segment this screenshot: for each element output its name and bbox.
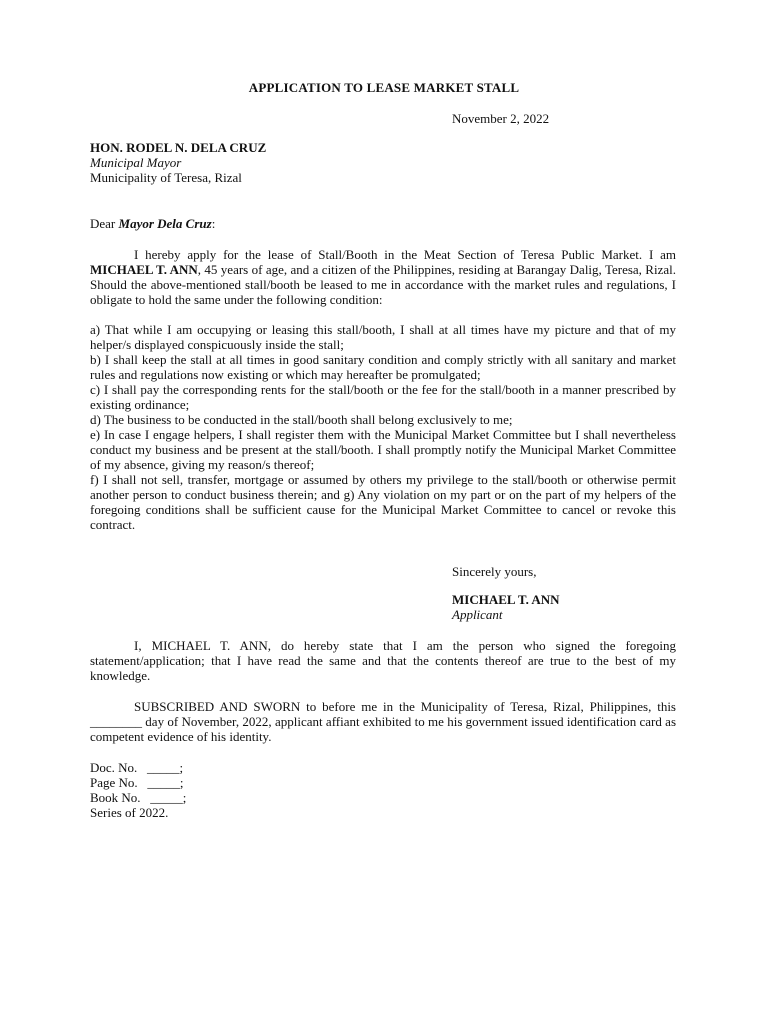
condition-item: b) I shall keep the stall at all times in good sanitary condition and comply strictly with all sanitary and market rules and regulations now existing or which may hereafter be promulgated;	[90, 352, 676, 382]
conditions-list	[90, 322, 676, 532]
statement-paragraph: I, MICHAEL T. ANN, do hereby state that I am the person who signed the foregoing statement/application; that I have read the same and that the contents thereof are true to the best of my knowledge.	[90, 638, 676, 683]
closing-line: Sincerely yours,	[452, 564, 537, 579]
notarial-doc-no: Doc. No. _____;	[90, 760, 184, 775]
addressee-position: Municipal Mayor	[90, 155, 182, 170]
signatory-name: MICHAEL T. ANN	[452, 592, 560, 607]
addressee-block	[90, 140, 266, 185]
signature-block	[452, 592, 560, 622]
condition-item: a) That while I am occupying or leasing this stall/booth, I shall at all times have my picture and that of my helper/s displayed conspicuously inside the stall;	[90, 322, 676, 352]
notarial-series: Series of 2022.	[90, 805, 169, 820]
condition-item: d) The business to be conducted in the stall/booth shall belong exclusively to me;	[90, 412, 513, 427]
intro-part2: , 45 years of age, and a citizen of the Philippines, residing at Barangay Dalig, Teresa, Rizal. Should the above-mentioned stall/booth be leased to me in accordance with the market rules and regulations, I obligate to hold the same under the following condition:	[90, 262, 676, 307]
notarial-book-no: Book No. _____;	[90, 790, 187, 805]
signatory-role: Applicant	[452, 607, 503, 622]
condition-item: e) In case I engage helpers, I shall register them with the Municipal Market Committee but I shall nevertheless conduct my business and be present at the stall/booth. I shall promptly notify the Municipal Market Committee of my absence, giving my reason/s thereof;	[90, 427, 676, 472]
salutation	[90, 216, 215, 231]
notarial-details	[90, 760, 186, 820]
jurat-paragraph: SUBSCRIBED AND SWORN to before me in the Municipality of Teresa, Rizal, Philippines, this ________ day of November, 2022, applicant affiant exhibited to me his government issued identification card as competent evidence of his identity.	[90, 699, 676, 744]
salutation-suffix: :	[211, 216, 216, 231]
notarial-page-no: Page No. _____;	[90, 775, 184, 790]
condition-item: c) I shall pay the corresponding rents for the stall/booth or the fee for the stall/booth in a manner prescribed by existing ordinance;	[90, 382, 676, 412]
intro-applicant-name: MICHAEL T. ANN	[90, 262, 198, 277]
document-title: APPLICATION TO LEASE MARKET STALL	[248, 80, 520, 95]
addressee-name: HON. RODEL N. DELA CRUZ	[90, 140, 267, 155]
letter-date: November 2, 2022	[452, 111, 550, 126]
addressee-office: Municipality of Teresa, Rizal	[90, 170, 242, 185]
intro-part1: I hereby apply for the lease of Stall/Booth in the Meat Section of Teresa Public Market. I am	[134, 247, 676, 262]
salutation-prefix: Dear	[90, 216, 119, 231]
salutation-name: Mayor Dela Cruz	[118, 216, 212, 231]
condition-item: f) I shall not sell, transfer, mortgage or assumed by others my privilege to the stall/booth or otherwise permit another person to conduct business therein; and g) Any violation on my part or on the part of my helpers of the foregoing conditions shall be sufficient cause for the Municipal Market Committee to cancel or revoke this contract.	[90, 472, 676, 532]
intro-paragraph	[90, 247, 676, 307]
